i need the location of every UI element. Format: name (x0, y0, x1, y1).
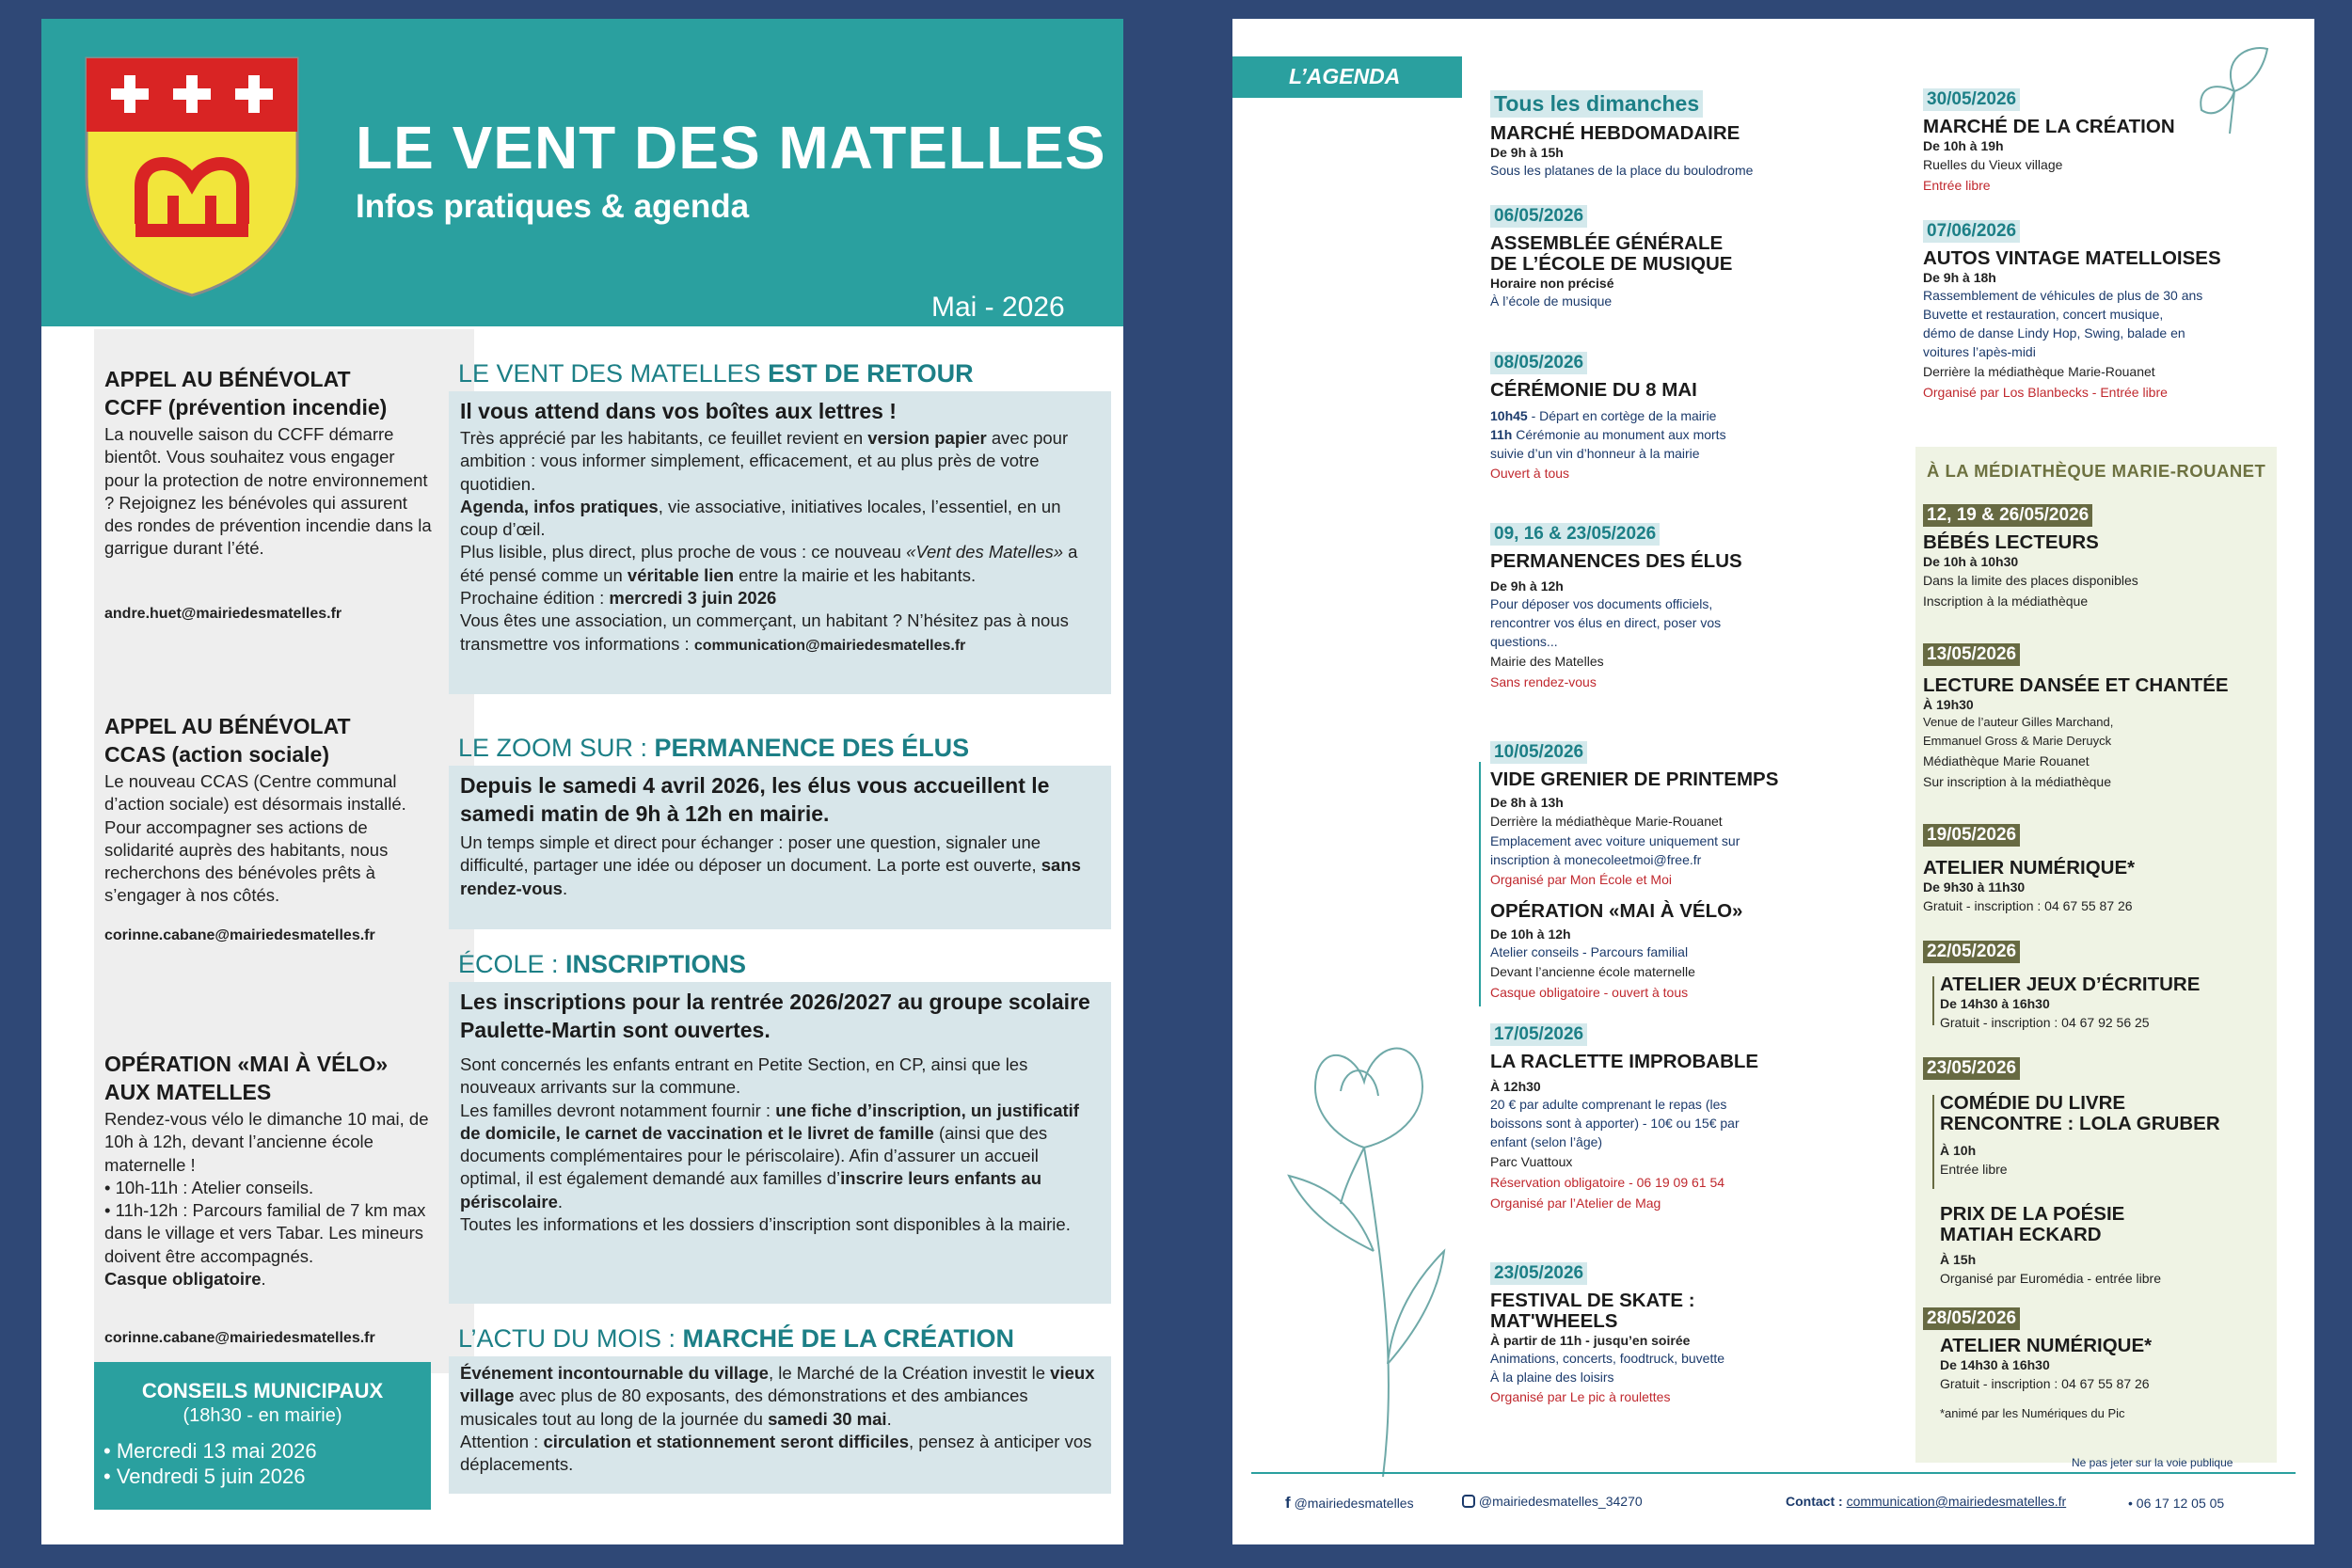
velo-intro: Rendez-vous vélo le dimanche 10 mai, de 10h à 12h, devant l’ancienne école maternelle ! (104, 1109, 429, 1175)
event-date: 23/05/2026 (1490, 1262, 1587, 1285)
event-title: MARCHÉ DE LA CRÉATION (1923, 116, 2175, 137)
event-place: Devant l’ancienne école maternelle (1490, 964, 1695, 979)
event-place: Derrière la médiathèque Marie-Rouanet (1923, 364, 2155, 379)
instagram-icon (1462, 1495, 1475, 1508)
event-title: MATIAH ECKARD (1940, 1224, 2102, 1245)
instagram-link[interactable] (1462, 1494, 1643, 1509)
facebook-link[interactable] (1285, 1494, 1414, 1513)
event-note: Organisé par Le pic à roulettes (1490, 1389, 1671, 1404)
event-note: Sans rendez-vous (1490, 674, 1597, 689)
section-heading: CCFF (prévention incendie) (104, 395, 388, 420)
council-subtitle: (18h30 - en mairie) (183, 1405, 342, 1426)
event-line: Entrée libre (1940, 1162, 2008, 1177)
email-link[interactable]: corinne.cabane@mairiedesmatelles.fr (104, 1330, 375, 1346)
ccff-section (104, 365, 434, 561)
event-title: LECTURE DANSÉE ET CHANTÉE (1923, 674, 2229, 696)
velo-bullet: • 11h-12h : Parcours familial de 7 km max dans le village et vers Tabar. Les mineurs doivent être accompagnés. (104, 1200, 426, 1266)
flower-illustration-icon (1251, 1006, 1458, 1477)
event-title: AUTOS VINTAGE MATELLOISES (1923, 247, 2221, 269)
event-date: 17/05/2026 (1490, 1023, 1587, 1046)
section-heading: AUX MATELLES (104, 1080, 272, 1104)
section-heading: CCAS (action sociale) (104, 742, 329, 767)
newsletter-subtitle: Infos pratiques & agenda (356, 188, 750, 225)
event-hours: De 9h30 à 11h30 (1923, 879, 2026, 895)
agenda-event (1490, 895, 1742, 1003)
council-title: CONSEILS MUNICIPAUX (141, 1379, 384, 1402)
title-part: LE ZOOM SUR : (458, 734, 655, 762)
box-text: Événement incontournable du village, le Marché de la Création investit le vieux village avec plus de 80 exposants, des démonstrations et des ambiances musicales tout au long de la journée du samedi 30 mai. Attention : circulation et stationnement seront difficiles, pensez à anticiper vos déplacements. (460, 1363, 1095, 1475)
title-part: LE VENT DES MATELLES (458, 359, 769, 388)
event-date: Tous les dimanches (1490, 90, 1703, 118)
event-hours: De 9h à 12h (1490, 578, 1564, 594)
event-place: Parc Vuattoux (1490, 1154, 1573, 1169)
agenda-tab: L’AGENDA (1232, 56, 1462, 98)
event-note: Casque obligatoire - ouvert à tous (1490, 985, 1689, 1000)
event-hours: De 10h à 10h30 (1923, 554, 2019, 569)
council-date: • Vendredi 5 juin 2026 (103, 1465, 306, 1488)
coat-of-arms-icon (83, 55, 301, 299)
instagram-handle: @mairiedesmatelles_34270 (1478, 1494, 1643, 1509)
box-text: Sont concernés les enfants entrant en Petite Section, en CP, ainsi que les nouveaux arrivants sur la commune. Les familles devront notamment fournir : une fiche d’inscription, un justificatif de domicile, le carnet de vaccination et le livret de famille (ainsi que des documents complémentaires pour le périscolaire). Afin d’assurer un accueil optimal, il est également demandé aux familles d’inscrire leurs enfants au périscolaire. Toutes les informations et les dossiers d’inscription sont disponibles à la mairie. (460, 1054, 1079, 1235)
event-line: Pour déposer vos documents officiels, (1490, 596, 1713, 611)
event-date: 23/05/2026 (1923, 1057, 2020, 1080)
event-date: 08/05/2026 (1490, 352, 1587, 374)
event-title: RENCONTRE : LOLA GRUBER (1940, 1113, 2220, 1134)
event-title: BÉBÉS LECTEURS (1923, 531, 2099, 553)
ccas-section (104, 712, 434, 908)
section-body (104, 1108, 434, 1291)
council-box (94, 1362, 431, 1510)
event-divider (1479, 762, 1481, 1006)
event-title: MAT'WHEELS (1490, 1310, 1618, 1332)
event-hours: Horaire non précisé (1490, 276, 1614, 291)
event-date: 06/05/2026 (1490, 205, 1587, 228)
event-line: 20 € par adulte comprenant le repas (les (1490, 1097, 1727, 1112)
event-line: Emmanuel Gross & Marie Deruyck (1923, 734, 2112, 748)
mediatheque-heading: À LA MÉDIATHÈQUE MARIE-ROUANET (1927, 461, 2266, 481)
event-date: 12, 19 & 26/05/2026 (1923, 504, 2092, 527)
event-title: CÉRÉMONIE DU 8 MAI (1490, 379, 1697, 401)
event-line: rencontrer vos élus en direct, poser vos (1490, 615, 1722, 630)
event-line: Dans la limite des places disponibles (1923, 573, 2138, 588)
event-title: VIDE GRENIER DE PRINTEMPS (1490, 768, 1779, 790)
event-date: 10/05/2026 (1490, 741, 1587, 764)
agenda-event (1923, 220, 2221, 403)
box-lead: Les inscriptions pour la rentrée 2026/2027 au groupe scolaire Paulette-Martin sont ouvertes. (460, 990, 1090, 1042)
event-note: Ouvert à tous (1490, 466, 1570, 481)
media-event (1923, 1057, 2220, 1289)
zoom-box (449, 766, 1111, 929)
title-emph: MARCHÉ DE LA CRÉATION (682, 1324, 1015, 1353)
event-line: Gratuit - inscription : 04 67 55 87 26 (1923, 898, 2133, 913)
event-line: Venue de l’auteur Gilles Marchand, (1923, 715, 2114, 729)
agenda-event (1490, 205, 1732, 310)
event-line: À la plaine des loisirs (1490, 1370, 1614, 1385)
issue-date: Mai - 2026 (931, 292, 1065, 323)
event-line: Inscription à la médiathèque (1923, 594, 2089, 609)
title-part: ÉCOLE : (458, 950, 566, 978)
agenda-event (1490, 1023, 1758, 1213)
footer-rule (1251, 1472, 2296, 1474)
event-date: 07/06/2026 (1923, 220, 2020, 243)
event-hours: De 8h à 13h (1490, 795, 1564, 810)
media-event (1923, 941, 2200, 1033)
section-title (458, 1324, 1014, 1354)
agenda-event (1490, 523, 1742, 692)
section-heading: OPÉRATION «MAI À VÉLO» (104, 1052, 389, 1076)
contact-phone[interactable]: • 06 17 12 05 05 (2128, 1496, 2225, 1511)
title-emph: PERMANENCE DES ÉLUS (654, 734, 970, 762)
facebook-handle: @mairiedesmatelles (1294, 1496, 1414, 1511)
event-hours: De 10h à 12h (1490, 927, 1571, 942)
event-title: ATELIER JEUX D’ÉCRITURE (1940, 974, 2201, 995)
event-line: questions... (1490, 634, 1558, 649)
event-line: Animations, concerts, foodtruck, buvette (1490, 1351, 1725, 1366)
velo-section (104, 1050, 434, 1291)
agenda-event (1490, 352, 1726, 483)
event-line: enfant (selon l’âge) (1490, 1134, 1603, 1149)
council-date: • Mercredi 13 mai 2026 (103, 1439, 317, 1463)
event-line: Emplacement avec voiture uniquement sur (1490, 833, 1740, 848)
event-title: LA RACLETTE IMPROBABLE (1490, 1051, 1759, 1072)
event-line: 11h Cérémonie au monument aux morts (1490, 427, 1726, 442)
event-title: MARCHÉ HEBDOMADAIRE (1490, 122, 1740, 144)
no-throw-notice: Ne pas jeter sur la voie publique (2072, 1456, 2233, 1469)
event-title: FESTIVAL DE SKATE : (1490, 1290, 1695, 1311)
event-title: ATELIER NUMÉRIQUE* (1940, 1335, 2153, 1356)
newsletter-title: LE VENT DES MATELLES (356, 114, 1106, 182)
header-banner (41, 19, 1123, 326)
event-date: 19/05/2026 (1923, 824, 2020, 847)
email-link[interactable]: andre.huet@mairiedesmatelles.fr (104, 606, 342, 622)
event-place: Médiathèque Marie Rouanet (1923, 753, 2090, 768)
event-title: PRIX DE LA POÉSIE (1940, 1203, 2125, 1225)
agenda-event (1923, 88, 2175, 196)
event-line: Gratuit - inscription : 04 67 92 56 25 (1940, 1015, 2150, 1030)
event-place: Mairie des Matelles (1490, 654, 1604, 669)
event-line: Atelier conseils - Parcours familial (1490, 944, 1689, 959)
media-event (1923, 824, 2135, 916)
event-hours: De 14h30 à 16h30 (1940, 1357, 2050, 1372)
event-title: ATELIER NUMÉRIQUE* (1923, 857, 2136, 879)
butterfly-icon (2192, 40, 2277, 143)
media-event (1923, 504, 2138, 611)
event-hours: À partir de 11h - jusqu’en soirée (1490, 1333, 1691, 1348)
event-line: suivie d’un vin d’honneur à la mairie (1490, 446, 1700, 461)
event-line: Buvette et restauration, concert musique, (1923, 307, 2164, 322)
event-title: COMÉDIE DU LIVRE (1940, 1092, 2126, 1114)
box-lead: Depuis le samedi 4 avril 2026, les élus vous accueillent le samedi matin de 9h à 12h en mairie. (460, 773, 1050, 826)
section-title (458, 950, 746, 979)
section-title (458, 734, 969, 763)
footnote: *animé par les Numériques du Pic (1940, 1406, 2125, 1420)
event-hours: De 9h à 15h (1490, 145, 1564, 160)
velo-bullet: • 10h-11h : Atelier conseils. (104, 1177, 314, 1197)
box-text: Un temps simple et direct pour échanger : poser une question, signaler une difficulté, partager une idée ou déposer un document. La porte est ouverte, sans rendez-vous. (460, 832, 1081, 898)
event-date: 28/05/2026 (1923, 1307, 2020, 1330)
event-title: OPÉRATION «MAI À VÉLO» (1490, 900, 1743, 922)
box-lead: Il vous attend dans vos boîtes aux lettres ! (460, 399, 897, 423)
email-link[interactable]: corinne.cabane@mairiedesmatelles.fr (104, 927, 375, 943)
event-hours: À 12h30 (1490, 1079, 1541, 1094)
contact-info (1786, 1494, 2066, 1509)
helmet-required: Casque obligatoire (104, 1269, 262, 1290)
newsletter-page-agenda (1232, 19, 2314, 1544)
event-hours: De 10h à 19h (1923, 138, 2004, 153)
event-hours: De 9h à 18h (1923, 270, 1996, 285)
media-event (1923, 643, 2229, 792)
title-emph: INSCRIPTIONS (565, 950, 747, 978)
event-note: Entrée libre (1923, 178, 1991, 193)
newsletter-page-front (41, 19, 1123, 1544)
section-body: La nouvelle saison du CCFF démarre bientôt. Vous souhaitez vous engager pour la protection de notre environnement ? Rejoignez les bénévoles qui assurent des rondes de prévention incendie dans la garrigue durant l’été. (104, 424, 432, 559)
ecole-box (449, 982, 1111, 1304)
media-event (1923, 1307, 2152, 1424)
event-hours: À 10h (1940, 1143, 1977, 1158)
box-text: Très apprécié par les habitants, ce feuillet revient en version papier avec pour ambition : vous informer simplement, efficacement, et au plus près de votre quotidien. Agenda, infos pratiques, vie associative, initiatives locales, l’essentiel, en un coup d’œil. Plus lisible, plus direct, plus proche de vous : ce nouveau «Vent des Matelles» a été pensé comme un véritable lien entre la mairie et les habitants. Prochaine édition : mercredi 3 juin 2026 Vous êtes une association, un commerçant, un habitant ? N’hésitez pas à nous transmettre vos informations : communication@mairiedesmatelles.fr (460, 428, 1078, 654)
event-line: voitures l’apès-midi (1923, 344, 2036, 359)
event-line: Sur inscription à la médiathèque (1923, 774, 2112, 789)
event-line: Organisé par Euromédia - entrée libre (1940, 1271, 2162, 1286)
event-line: Gratuit - inscription : 04 67 55 87 26 (1940, 1376, 2150, 1391)
actu-box (449, 1356, 1111, 1494)
event-date: 30/05/2026 (1923, 88, 2020, 111)
event-line: Sous les platanes de la place du boulodrome (1490, 163, 1754, 178)
section-title (458, 359, 974, 388)
event-line: À l’école de musique (1490, 293, 1613, 309)
title-part: L’ACTU DU MOIS : (458, 1324, 683, 1353)
event-title: ASSEMBLÉE GÉNÉRALE (1490, 232, 1724, 254)
event-line: 10h45 - Départ en cortège de la mairie (1490, 408, 1717, 423)
section-heading: APPEL AU BÉNÉVOLAT (104, 714, 351, 738)
event-date: 13/05/2026 (1923, 643, 2020, 666)
event-line: inscription à monecoleetmoi@free.fr (1490, 852, 1702, 867)
event-note: Réservation obligatoire - 06 19 09 61 54 (1490, 1175, 1725, 1190)
email-link[interactable]: communication@mairiedesmatelles.fr (693, 637, 966, 654)
event-hours: À 15h (1940, 1252, 1977, 1267)
agenda-event (1490, 1262, 1724, 1407)
velo-helmet: Casque obligatoire. (104, 1269, 266, 1290)
retour-box (449, 391, 1111, 694)
title-emph: EST DE RETOUR (768, 359, 974, 388)
section-heading: APPEL AU BÉNÉVOLAT (104, 367, 351, 391)
event-date: 09, 16 & 23/05/2026 (1490, 523, 1660, 546)
facebook-icon: f (1285, 1494, 1291, 1512)
event-hours: De 14h30 à 16h30 (1940, 996, 2050, 1011)
event-note: Organisé par Los Blanbecks - Entrée libre (1923, 385, 2168, 400)
section-body: Le nouveau CCAS (Centre communal d’action sociale) est désormais installé. Pour accompagner ses actions de solidarité auprès des habitants, nous recherchons des bénévoles prêts à s’engager à nos côtés. (104, 771, 406, 906)
event-place: Ruelles du Vieux village (1923, 157, 2063, 172)
contact-label: Contact : (1786, 1494, 1847, 1509)
event-place: Derrière la médiathèque Marie-Rouanet (1490, 814, 1723, 829)
agenda-event (1490, 741, 1778, 890)
contact-email[interactable]: communication@mairiedesmatelles.fr (1846, 1494, 2067, 1509)
event-note: Organisé par Mon École et Moi (1490, 872, 1672, 887)
event-line: démo de danse Lindy Hop, Swing, balade en (1923, 325, 2185, 341)
event-note: Organisé par l’Atelier de Mag (1490, 1196, 1661, 1211)
event-hours: À 19h30 (1923, 697, 1974, 712)
event-line: boissons sont à apporter) - 10€ ou 15€ par (1490, 1116, 1740, 1131)
event-title: DE L’ÉCOLE DE MUSIQUE (1490, 253, 1733, 275)
event-title: PERMANENCES DES ÉLUS (1490, 550, 1742, 572)
event-line: Rassemblement de véhicules de plus de 30 ans (1923, 288, 2203, 303)
event-date: 22/05/2026 (1923, 941, 2020, 963)
agenda-event (1490, 90, 1753, 180)
